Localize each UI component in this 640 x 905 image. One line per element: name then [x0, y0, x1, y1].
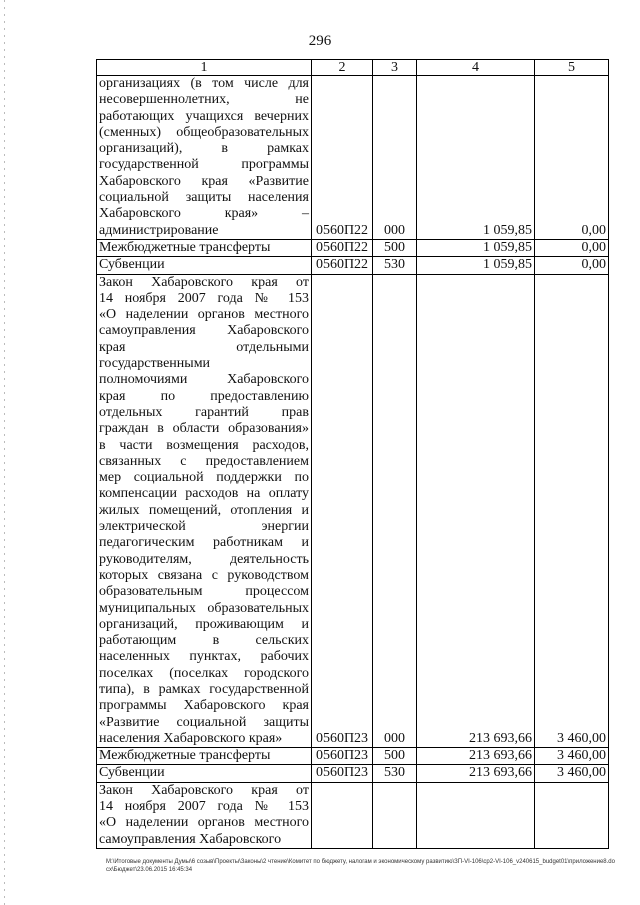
row-amount: 1 059,85 — [417, 76, 535, 240]
table-header-row — [97, 60, 609, 76]
description-line: работающим в сельских — [99, 633, 309, 649]
row-code: 0560П22 — [312, 239, 373, 256]
description-line: государственной программы — [99, 157, 309, 173]
row-amount-extra: 3 460,00 — [535, 748, 609, 765]
description-line: населенных пунктах, рабочих — [99, 649, 309, 665]
document-path-footer: M:\Итоговые документы Думы\6 созыв\Проекты\Законы\2 чтение\Комитет по бюджету, налогам и экономическому развитию\ЗП-VI-106\ср2-VI-106_v240615_budget01\приложение8.docx\Бюджет\23.06.2015 16:45:34 — [106, 859, 615, 873]
row-code: 0560П22 — [312, 76, 373, 240]
description-line: полномочиями Хабаровского — [99, 372, 309, 388]
row-expense-type: 000 — [373, 274, 417, 748]
description-line: связанных с предоставлением — [99, 453, 309, 469]
description-line: Закон Хабаровского края от — [99, 782, 309, 798]
row-code: 0560П23 — [312, 765, 373, 782]
description-line: Межбюджетные трансферты — [99, 239, 271, 255]
row-expense-type: 530 — [373, 257, 417, 274]
description-line: края по предоставлению — [99, 388, 309, 404]
table-row — [97, 782, 609, 848]
column-header-4: 4 — [417, 60, 535, 76]
table-row — [97, 748, 609, 765]
description-line: Субвенции — [99, 257, 165, 273]
table-row — [97, 257, 609, 274]
scan-margin-marks — [4, 0, 5, 905]
row-expense-type: 530 — [373, 765, 417, 782]
description-line: самоуправления Хабаровского — [99, 831, 282, 847]
description-line: 14 ноября 2007 года № 153 — [99, 799, 309, 815]
table-row — [97, 765, 609, 782]
table-row — [97, 239, 609, 256]
description-line: организаций, проживающим и — [99, 616, 309, 632]
description-line: самоуправления Хабаровского — [99, 323, 309, 339]
description-line: «О наделении органов местного — [99, 815, 309, 831]
description-line: образовательным процессом — [99, 584, 309, 600]
row-description — [97, 76, 312, 240]
description-line: Хабаровского края» – — [99, 206, 309, 222]
description-line: Межбюджетные трансферты — [99, 748, 271, 764]
row-expense-type — [373, 782, 417, 848]
row-description — [97, 274, 312, 748]
description-line: в части возмещения расходов, — [99, 437, 309, 453]
row-amount-extra: 3 460,00 — [535, 765, 609, 782]
description-line: руководителям, деятельность — [99, 551, 309, 567]
description-line: «О наделении органов местного — [99, 307, 309, 323]
budget-table — [96, 59, 609, 849]
row-code: 0560П23 — [312, 274, 373, 748]
description-line: отдельных гарантий прав — [99, 404, 309, 420]
row-description — [97, 239, 312, 256]
description-line: компенсации расходов на оплату — [99, 486, 309, 502]
description-line: работающих учащихся вечерних — [99, 108, 309, 124]
row-expense-type: 000 — [373, 76, 417, 240]
row-code: 0560П23 — [312, 748, 373, 765]
description-line: граждан в области образования» — [99, 421, 309, 437]
description-line: Хабаровского края «Развитие — [99, 173, 309, 189]
column-header-3: 3 — [373, 60, 417, 76]
description-line: педагогическим работникам и — [99, 535, 309, 551]
row-amount: 1 059,85 — [417, 239, 535, 256]
column-header-1: 1 — [97, 60, 312, 76]
description-line: края отдельными — [99, 339, 309, 355]
row-amount-extra: 3 460,00 — [535, 274, 609, 748]
description-line: которых связана с руководством — [99, 567, 309, 583]
row-amount-extra: 0,00 — [535, 257, 609, 274]
row-description — [97, 748, 312, 765]
row-amount: 1 059,85 — [417, 257, 535, 274]
row-expense-type: 500 — [373, 748, 417, 765]
row-description — [97, 257, 312, 274]
description-line: социальной защиты населения — [99, 190, 309, 206]
row-description — [97, 782, 312, 848]
row-code: 0560П22 — [312, 257, 373, 274]
description-line: Субвенции — [99, 765, 165, 781]
description-line: типа), в рамках государственной — [99, 681, 309, 697]
table-row — [97, 76, 609, 240]
description-line: жилых помещений, отопления и — [99, 502, 309, 518]
description-line: программы Хабаровского края — [99, 698, 309, 714]
description-line: 14 ноября 2007 года № 153 — [99, 290, 309, 306]
description-line: организаций), в рамках — [99, 141, 309, 157]
description-line: государственными — [99, 356, 211, 372]
row-code — [312, 782, 373, 848]
table-body — [97, 76, 609, 849]
column-header-2: 2 — [312, 60, 373, 76]
row-amount: 213 693,66 — [417, 765, 535, 782]
row-amount-extra: 0,00 — [535, 76, 609, 240]
description-line: (сменных) общеобразовательных — [99, 124, 309, 140]
description-line: администрирование — [99, 222, 219, 238]
row-description — [97, 765, 312, 782]
description-line: муниципальных образовательных — [99, 600, 309, 616]
description-line: электрической энергии — [99, 519, 309, 535]
description-line: мер социальной поддержки по — [99, 470, 309, 486]
description-line: Закон Хабаровского края от — [99, 274, 309, 290]
description-line: населения Хабаровского края» — [99, 730, 283, 746]
description-line: «Развитие социальной защиты — [99, 714, 309, 730]
column-header-5: 5 — [535, 60, 609, 76]
row-expense-type: 500 — [373, 239, 417, 256]
row-amount: 213 693,66 — [417, 748, 535, 765]
page-number: 296 — [308, 33, 332, 49]
row-amount — [417, 782, 535, 848]
description-line: несовершеннолетних, не — [99, 92, 309, 108]
row-amount-extra: 0,00 — [535, 239, 609, 256]
row-amount: 213 693,66 — [417, 274, 535, 748]
table-row — [97, 274, 609, 748]
row-amount-extra — [535, 782, 609, 848]
description-line: поселках (поселках городского — [99, 665, 309, 681]
description-line: организациях (в том числе для — [99, 76, 309, 91]
